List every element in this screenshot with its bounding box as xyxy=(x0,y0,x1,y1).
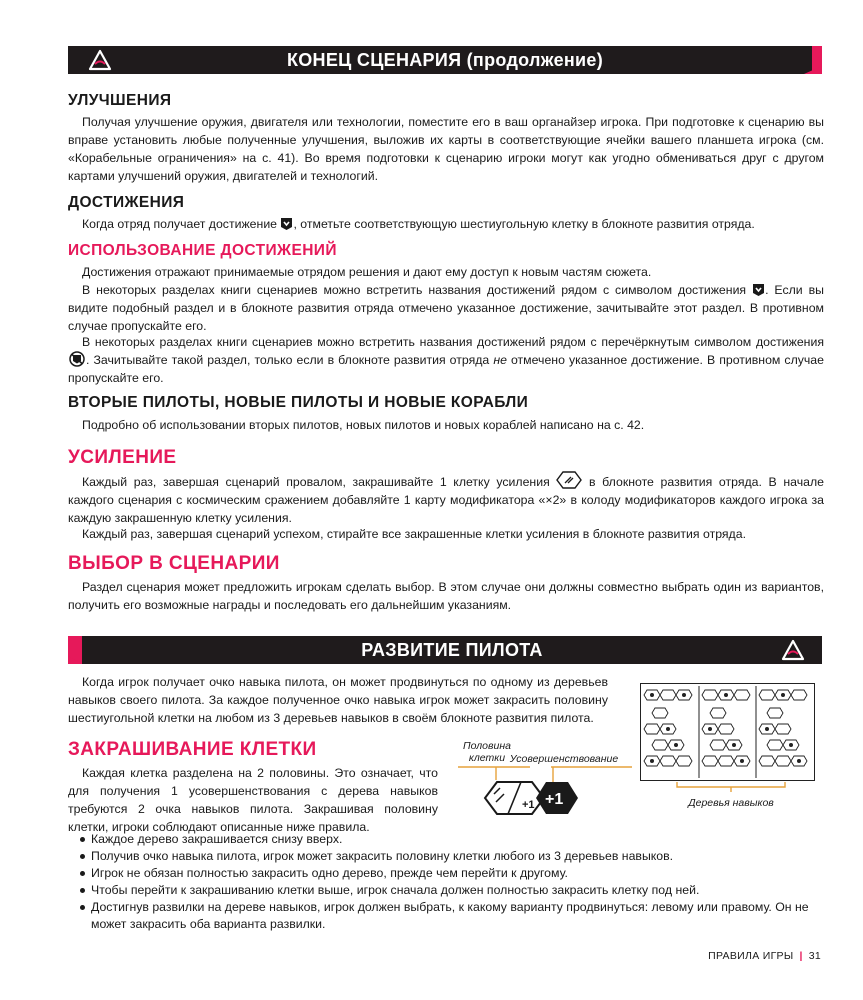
boost-heading: УСИЛЕНИЕ xyxy=(68,447,177,468)
using-achievements-p3 xyxy=(68,333,824,387)
upgrade-label: Усовершенствование xyxy=(509,753,619,765)
using-achievements-p2 xyxy=(68,281,824,335)
using-achievements-p3-b: . Зачитывайте такой раздел, только если в блокноте развития отряда xyxy=(86,353,490,367)
page-footer xyxy=(708,950,821,962)
boost-p1-b: в блокноте развития отряда. В начале каждого сценария с космическим сражением добавляйте 1 карту модификатора «×2» в колоду модификаторов каждого игрока за каждую закрашенную клетку усиления. xyxy=(68,475,824,525)
using-achievements-p2-b: . Если вы видите подобный раздел и в блокноте развития отряда отмечено указанное достижение, зачитывайте этот раздел. В противном случае пропускайте его. xyxy=(68,283,824,333)
achievements-text-b: , отметьте соответствующую шестиугольную клетку в блокноте развития отряда. xyxy=(293,217,755,231)
bottom-banner xyxy=(82,636,822,664)
using-achievements-p1: Достижения отражают принимаемые отрядом решения и дают ему доступ к новым частям сюжета. xyxy=(82,265,652,279)
list-item: Получив очко навыка пилота, игрок может закрасить половину клетки любого из 3 деревьев навыков. xyxy=(78,848,824,865)
footer-separator: | xyxy=(799,950,803,962)
choice-text: Раздел сценария может предложить игрокам сделать выбор. В этом случае они должны совместно выбрать один из вариантов, получить его возможные награды и последовать его дальнейшим указаниям. xyxy=(68,580,824,612)
page-number: 31 xyxy=(808,950,821,962)
list-item: Игрок не обязан полностью закрасить одно дерево, прежде чем перейти к другому. xyxy=(78,865,824,882)
boost-p1 xyxy=(68,471,824,527)
boost-cell-icon xyxy=(556,471,582,489)
coloring-heading: ЗАКРАШИВАНИЕ КЛЕТКИ xyxy=(68,739,317,760)
list-item: Каждое дерево закрашивается снизу вверх. xyxy=(78,831,824,848)
using-achievements-p3-a: В некоторых разделах книги сценариев можно встретить названия достижений рядом с перечёркнутым символом достижения xyxy=(82,335,824,349)
coloring-rules-list xyxy=(78,831,824,933)
upgrades-heading: УЛУЧШЕНИЯ xyxy=(68,92,172,109)
achievement-icon xyxy=(280,217,293,231)
achievements-heading: ДОСТИЖЕНИЯ xyxy=(68,194,185,211)
skill-trees-image xyxy=(640,683,815,781)
copilots-text: Подробно об использовании вторых пилотов, новых пилотов и новых кораблей написано на с. 42. xyxy=(82,418,645,432)
achievements-text-a: Когда отряд получает достижение xyxy=(82,217,278,231)
upgrades-text: Получая улучшение оружия, двигателя или технологии, поместите его в ваш органайзер игрока. При подготовке к сценарию вы вправе установить любые полученные улучшения, выложив их карты в соответствующие ячейки вашего планшета игрока (см. «Корабельные ограничения» на с. 41). Во время подготовки к сценарию игроки могут как угодно обмениваться друг с другом картами улучшений оружия, двигателей и технологий. xyxy=(68,115,824,183)
list-item: Достигнув развилки на дереве навыков, игрок должен выбрать, к какому варианту продвинуться: левому или правому. Он не может закрасить оба варианта развилки. xyxy=(78,899,824,933)
skill-trees-graphic xyxy=(641,684,814,780)
pilot-dev-text: Когда игрок получает очко навыка пилота, он может продвинуться по одному из деревьев навыков своего пилота. За каждое полученное очко навыка игрок может закрасить половину шестиугольной клетки на любом из 3 деревьев навыков в своём блокноте развития пилота. xyxy=(68,675,608,725)
copilots-heading: ВТОРЫЕ ПИЛОТЫ, НОВЫЕ ПИЛОТЫ И НОВЫЕ КОРАБЛИ xyxy=(68,394,529,411)
bottom-banner-title: РАЗВИТИЕ ПИЛОТА xyxy=(361,640,543,660)
top-banner-title: КОНЕЦ СЦЕНАРИЯ (продолжение) xyxy=(286,50,604,70)
using-achievements-heading: ИСПОЛЬЗОВАНИЕ ДОСТИЖЕНИЙ xyxy=(68,242,337,259)
choice-heading: ВЫБОР В СЦЕНАРИИ xyxy=(68,553,280,574)
coloring-text: Каждая клетка разделена на 2 половины. Это означает, что для получения 1 усовершенствования с дерева навыков требуются 2 очка навыков пилота. Закрашивая половину клетки, игроки соблюдают описанные ниже правила. xyxy=(68,766,438,834)
footer-label: ПРАВИЛА ИГРЫ xyxy=(708,950,794,962)
list-item: Чтобы перейти к закрашиванию клетки выше, игрок сначала должен полностью закрасить клетку под ней. xyxy=(78,882,824,899)
brand-logo-icon xyxy=(780,639,806,661)
skill-trees-bracket xyxy=(676,781,786,793)
boost-p2: Каждый раз, завершая сценарий успехом, стирайте все закрашенные клетки усиления в блокноте развития отряда. xyxy=(82,527,746,541)
plus-one-small-text: +1 xyxy=(522,799,535,811)
hex-cell-diagram xyxy=(456,764,636,820)
boost-p1-a: Каждый раз, завершая сценарий провалом, закрашивайте 1 клетку усиления xyxy=(82,475,550,489)
using-achievements-p3-c: отмечено указанное достижение. В противном случае пропускайте его. xyxy=(68,353,824,385)
plus-one-big-text: +1 xyxy=(545,791,564,808)
achievements-text xyxy=(68,215,824,233)
achievement-icon xyxy=(752,283,765,297)
top-banner xyxy=(68,46,822,74)
using-achievements-p2-a: В некоторых разделах книги сценариев можно встретить названия достижений рядом с символом достижения xyxy=(82,283,747,297)
half-cell-label: Половина клетки xyxy=(463,740,511,764)
using-achievements-p3-em: не xyxy=(493,353,507,367)
skill-trees-caption: Деревья навыков xyxy=(688,797,774,809)
crossed-achievement-icon xyxy=(68,351,86,367)
